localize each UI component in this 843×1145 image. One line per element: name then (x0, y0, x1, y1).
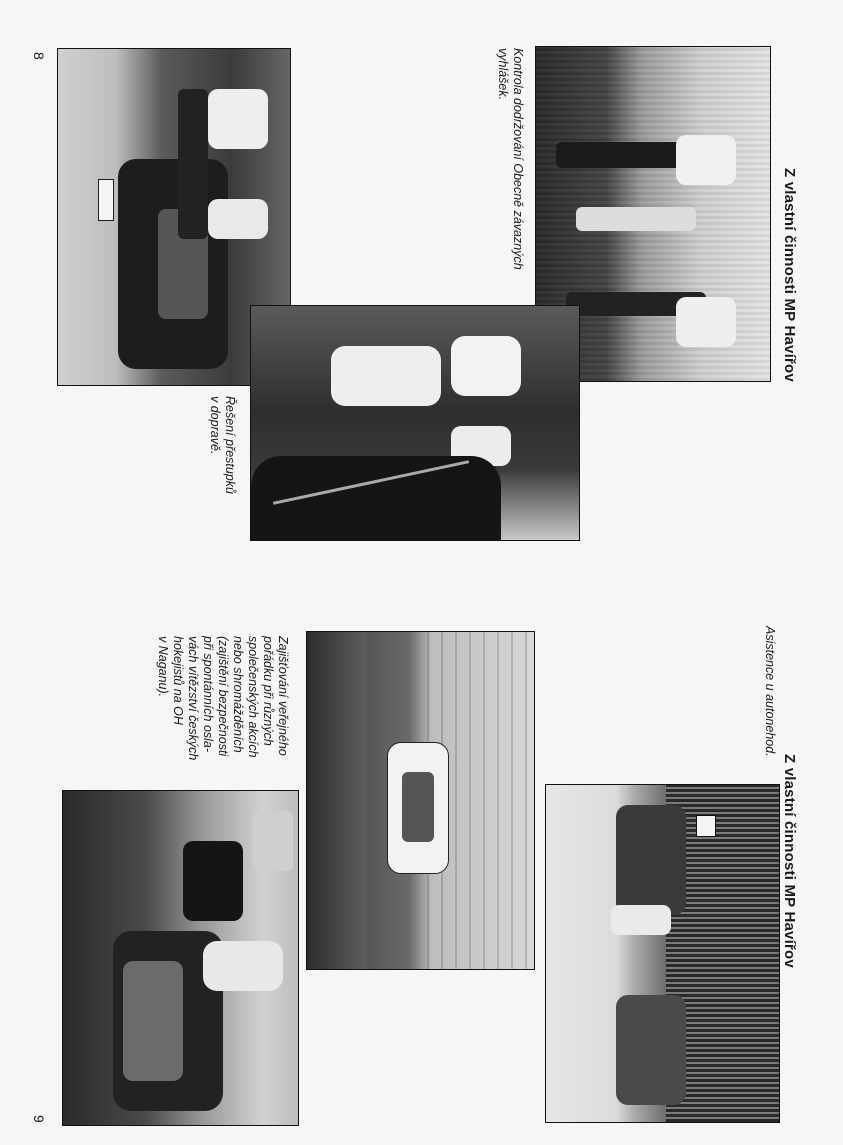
caption-order: Zajišťování veřejného pořádku při různých společenských akcích nebo shromážděních (zajištění bezpečnosti při spontánních osla- vách vítězství českých hokejistů na OH v Naganu). (156, 636, 290, 761)
caption-traffic: Řešení přestupků v dopravě. (208, 396, 237, 494)
page-number-left: 8 (31, 52, 47, 60)
photo-crowd-celebration (62, 790, 299, 1126)
caption-control: Kontrola dodržování Obecně závazných vyhlášek. (496, 48, 525, 270)
photo-police-car-street (306, 631, 535, 970)
page-number-right: 9 (31, 1115, 47, 1123)
caption-assist: Asistence u autonehod. (763, 626, 777, 757)
page-heading-left: Z vlastní činnosti MP Havířov (781, 168, 798, 382)
photo-accident-assistance (545, 784, 780, 1123)
photo-officers-at-car (250, 305, 580, 541)
page-heading-right: Z vlastní činnosti MP Havířov (781, 754, 798, 968)
